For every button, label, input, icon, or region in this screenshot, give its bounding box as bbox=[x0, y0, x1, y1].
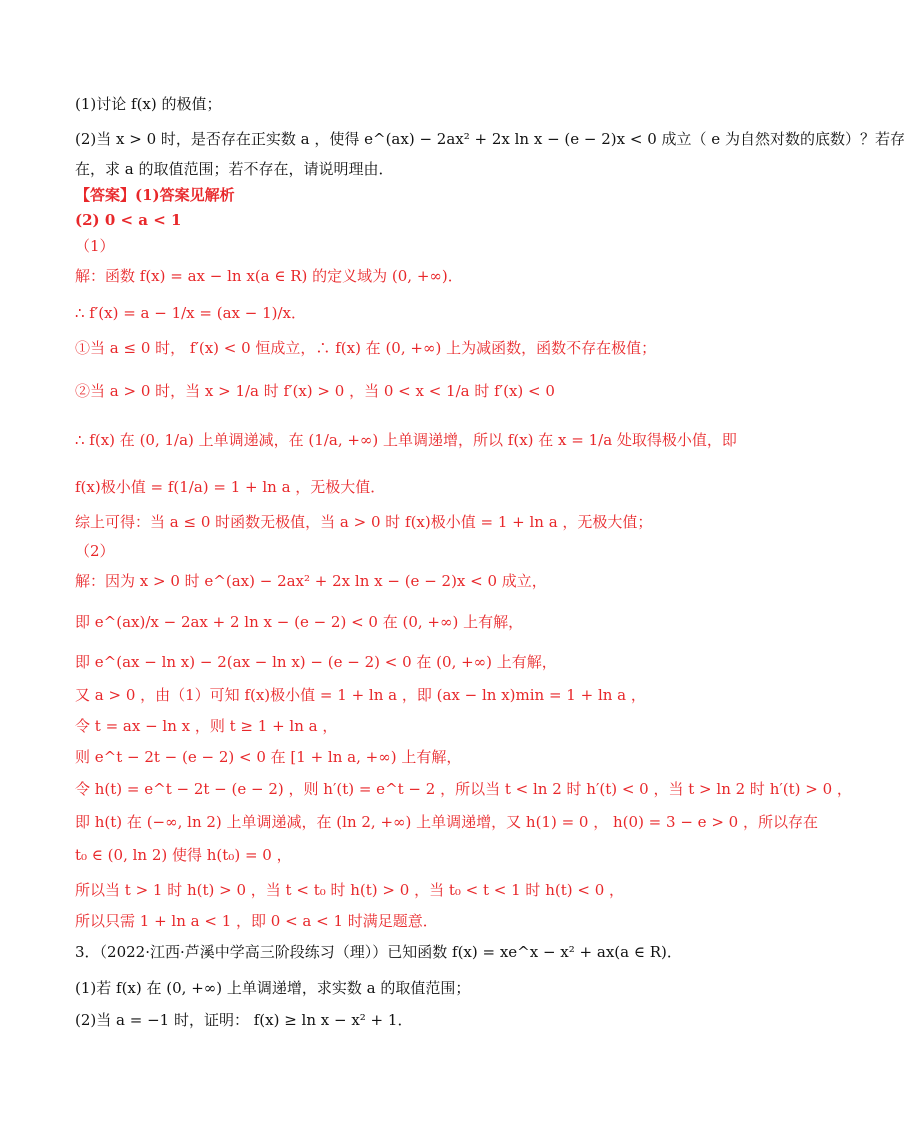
question-3-part-2: (2)当 a = −1 时，证明： f(x) ≥ ln x − x² + 1． bbox=[75, 1011, 413, 1029]
solution-line: 令 h(t) = e^t − 2t − (e − 2) ，则 h′(t) = e^t − 2 ，所以当 t < ln 2 时 h′(t) < 0 ，当 t > ln 2 时 h′(t) > 0 ， bbox=[75, 780, 852, 798]
question-3-stem: 3．（2022·江西·芦溪中学高三阶段练习（理））已知函数 f(x) = xe^x − x² + ax(a ∈ R)． bbox=[75, 943, 682, 961]
solution-line: 即 e^(ax − ln x) − 2(ax − ln x) − (e − 2) < 0 在 (0, +∞) 上有解， bbox=[75, 653, 557, 671]
solution-line: 令 t = ax − ln x ，则 t ≥ 1 + ln a ， bbox=[75, 717, 338, 735]
solution-line: ∴ f′(x) = a − 1/x = (ax − 1)/x． bbox=[75, 304, 307, 322]
solution-summary: 综上可得：当 a ≤ 0 时函数无极值，当 a > 0 时 f(x)极小值 = 1 + ln a ，无极大值； bbox=[75, 513, 653, 531]
solution-line: 即 h(t) 在 (−∞, ln 2) 上单调递减，在 (ln 2, +∞) 上单调递增，又 h(1) = 0 ， h(0) = 3 − e > 0 ，所以存在 bbox=[75, 813, 818, 831]
question-3-part-1: (1)若 f(x) 在 (0, +∞) 上单调递增，求实数 a 的取值范围； bbox=[75, 979, 471, 997]
solution-line: 所以当 t > 1 时 h(t) > 0 ，当 t < t₀ 时 h(t) > 0 ，当 t₀ < t < 1 时 h(t) < 0 ， bbox=[75, 881, 625, 899]
question-part-2-cont: 在，求 a 的取值范围；若不存在，请说明理由． bbox=[75, 160, 394, 178]
solution-line: ②当 a > 0 时，当 x > 1/a 时 f′(x) > 0 ，当 0 < x < 1/a 时 f′(x) < 0 bbox=[75, 382, 555, 400]
solution-line: 解：函数 f(x) = ax − ln x(a ∈ R) 的定义域为 (0, +∞)． bbox=[75, 267, 463, 285]
solution-line: 解：因为 x > 0 时 e^(ax) − 2ax² + 2x ln x − (e − 2)x < 0 成立， bbox=[75, 572, 547, 590]
answer-heading: 【答案】(1)答案见解析 bbox=[75, 186, 235, 204]
answer-part-2: (2) 0 < a < 1 bbox=[75, 211, 182, 229]
question-part-2: (2)当 x > 0 时，是否存在正实数 a ，使得 e^(ax) − 2ax² + 2x ln x − (e − 2)x < 0 成立（ e 为自然对数的底数）？若存 bbox=[75, 130, 905, 148]
solution-line: t₀ ∈ (0, ln 2) 使得 h(t₀) = 0 ， bbox=[75, 846, 292, 864]
solution-part-2-label: （2） bbox=[75, 542, 115, 560]
solution-line: 即 e^(ax)/x − 2ax + 2 ln x − (e − 2) < 0 在 (0, +∞) 上有解， bbox=[75, 613, 524, 631]
solution-part-1-label: （1） bbox=[75, 237, 115, 255]
solution-line: ∴ f(x) 在 (0, 1/a) 上单调递减，在 (1/a, +∞) 上单调递增，所以 f(x) 在 x = 1/a 处取得极小值，即 bbox=[75, 431, 737, 449]
solution-line: 又 a > 0 ，由（1）可知 f(x)极小值 = 1 + ln a ，即 (ax − ln x)min = 1 + ln a ， bbox=[75, 686, 646, 704]
solution-line: 则 e^t − 2t − (e − 2) < 0 在 [1 + ln a, +∞) 上有解， bbox=[75, 748, 462, 766]
solution-conclusion: 所以只需 1 + ln a < 1 ，即 0 < a < 1 时满足题意． bbox=[75, 912, 438, 930]
solution-line: f(x)极小值 = f(1/a) = 1 + ln a ，无极大值． bbox=[75, 478, 386, 496]
solution-line: ①当 a ≤ 0 时， f′(x) < 0 恒成立，∴ f(x) 在 (0, +∞) 上为减函数，函数不存在极值； bbox=[75, 339, 657, 357]
question-part-1: (1)讨论 f(x) 的极值； bbox=[75, 95, 222, 113]
